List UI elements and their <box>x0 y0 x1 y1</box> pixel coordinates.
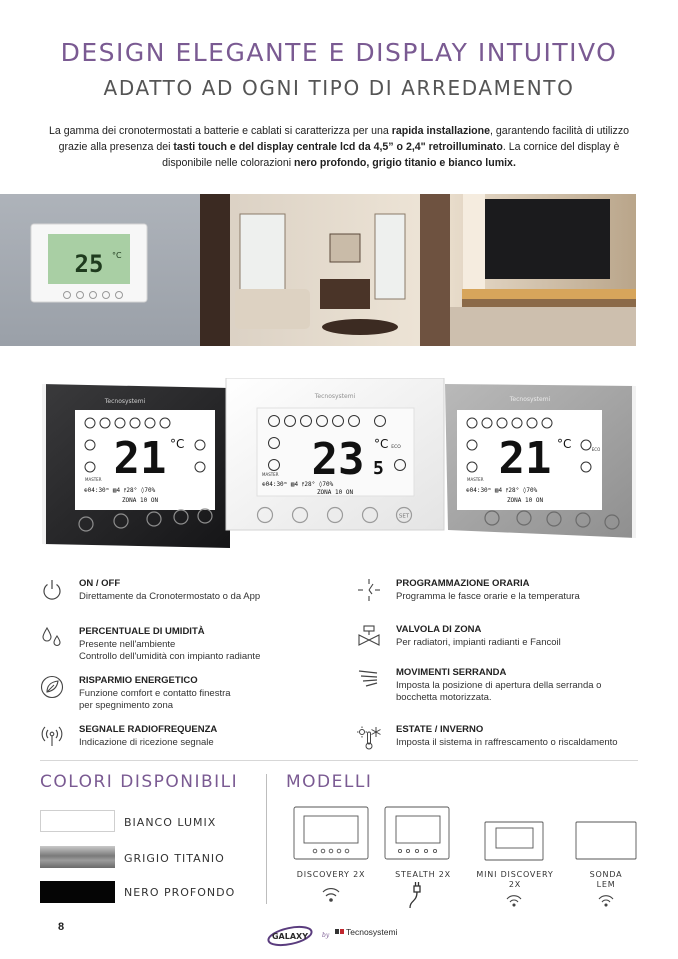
small-thermostat-temp: 25 <box>74 250 104 278</box>
colors-heading: COLORI DISPONIBILI <box>40 772 239 792</box>
feature-title: PERCENTUALE DI UMIDITÀ <box>79 626 205 637</box>
feature-desc <box>79 591 379 603</box>
wifi-icon-mini-discovery <box>507 896 521 906</box>
left-temp: 21 <box>113 433 167 484</box>
section-divider <box>40 760 638 761</box>
small-thermostat-unit: °C <box>112 251 122 260</box>
feature-desc-line: Direttamente da Cronotermostato o da App <box>79 591 261 602</box>
feature-desc-line: Imposta il sistema in raffrescamento o riscaldamento <box>396 737 618 748</box>
models-row <box>286 802 646 917</box>
thermostat-devices-illustration <box>30 378 650 548</box>
interior-photo-illustration <box>0 194 636 346</box>
plug-icon-stealth <box>410 882 420 908</box>
model-name: STEALTH 2X <box>395 870 451 879</box>
feature-desc <box>79 737 379 749</box>
model-name: SONDA <box>589 870 623 879</box>
zone-valve-icon <box>357 624 381 648</box>
feature-desc-line: Controllo dell'umidità con impianto radiante <box>79 651 261 662</box>
intro-text-2: , garantendo facilità di utilizzo grazie alla presenza dei <box>58 125 630 153</box>
feature-title: PROGRAMMAZIONE ORARIA <box>396 578 530 589</box>
thermostat-devices-row <box>30 378 650 548</box>
feature-desc-line: Indicazione di ricezione segnale <box>79 737 214 748</box>
page-number: 8 <box>58 921 65 933</box>
interior-photo-strip <box>0 194 636 346</box>
humidity-drops-icon <box>40 626 64 650</box>
brand-by: by <box>322 932 330 939</box>
brand-label-right: Tecnosystemi <box>509 396 551 403</box>
left-unit: °C <box>170 437 185 451</box>
model-sonda-lem <box>568 870 644 890</box>
page-title: DESIGN ELEGANTE E DISPLAY INTUITIVO <box>60 38 618 67</box>
feature-title: ESTATE / INVERNO <box>396 724 484 735</box>
thermostat-black <box>42 384 230 548</box>
model-discovery-2x <box>286 870 376 879</box>
brand-galaxy: GALAXY <box>271 932 309 941</box>
galaxy-logo-icon <box>265 919 405 947</box>
clock-schedule-icon <box>357 578 381 602</box>
feature-desc <box>396 591 678 603</box>
model-name-line2: LEM <box>596 880 616 889</box>
center-temp: 23 <box>311 434 365 485</box>
page-subtitle: ADATTO AD OGNI TIPO DI ARREDAMENTO <box>103 76 575 100</box>
damper-icon <box>357 667 381 691</box>
feature-desc <box>79 639 379 663</box>
right-temp: 21 <box>498 433 552 484</box>
swatch-nero-profondo <box>40 881 115 903</box>
thermostat-grey <box>445 384 636 538</box>
swatch-bianco-lumix <box>40 810 115 832</box>
center-eco: ECO <box>391 445 401 450</box>
brand-label-left: Tecnosystemi <box>104 398 146 405</box>
model-name-line2: 2X <box>508 880 522 889</box>
intro-text-3: . La cornice del display è disponibile nelle colorazioni <box>162 141 620 169</box>
feature-title: SEGNALE RADIOFREQUENZA <box>79 724 218 735</box>
center-line1: ⊕04:30ᵐ ▨4 ⫯28° ◊70% <box>262 481 334 488</box>
models-illustration <box>286 802 646 917</box>
center-set-button-label: SET <box>398 513 410 520</box>
feature-title: RISPARMIO ENERGETICO <box>79 675 198 686</box>
swatch-label-bianco-lumix: BIANCO LUMIX <box>124 816 217 829</box>
intro-text-1: La gamma dei cronotermostati a batterie e cablati si caratterizza per una <box>48 125 392 137</box>
radio-signal-icon <box>40 724 64 748</box>
model-name: DISCOVERY 2X <box>296 870 366 879</box>
center-decimal: 5 <box>373 458 384 479</box>
left-master: MASTER <box>85 477 102 482</box>
wifi-icon-discovery <box>323 889 339 902</box>
right-line2: ZONA 10 ON <box>506 497 544 504</box>
swatch-label-grigio-titanio: GRIGIO TITANIO <box>124 852 225 865</box>
feature-title: ON / OFF <box>79 578 121 589</box>
thermostat-white <box>226 378 444 530</box>
center-master: MASTER <box>262 472 279 477</box>
model-name: MINI DISCOVERY <box>476 870 554 879</box>
center-line2: ZONA 10 ON <box>316 489 354 496</box>
model-mini-discovery-2x <box>470 870 560 890</box>
left-line2: ZONA 10 ON <box>121 497 159 504</box>
model-stealth-2x <box>381 870 465 879</box>
right-master: MASTER <box>467 477 484 482</box>
center-unit: °C <box>374 437 389 451</box>
feature-desc <box>79 688 379 712</box>
feature-desc-line: Presente nell'ambiente <box>79 639 176 650</box>
feature-desc-line: per spegnimento zona <box>79 700 174 711</box>
feature-desc-line: Funzione comfort e contatto finestra <box>79 688 231 699</box>
intro-bold-1: rapida installazione <box>391 125 491 137</box>
swatch-grigio-titanio <box>40 846 115 868</box>
feature-desc-line: Per radiatori, impianti radianti e Fancoil <box>396 637 561 648</box>
models-heading: MODELLI <box>286 772 373 792</box>
brand-logo <box>265 919 405 947</box>
brand-tecnosystemi: Tecnosystemi <box>346 927 398 937</box>
feature-desc-line: Imposta la posizione di apertura della serranda o <box>396 680 602 691</box>
power-icon <box>40 578 64 602</box>
sun-snow-thermometer-icon <box>357 724 381 752</box>
feature-desc-line: bocchetta motorizzata. <box>396 692 492 703</box>
right-unit: °C <box>557 437 572 451</box>
wifi-icon-sonda <box>599 896 613 906</box>
intro-bold-2: tasti touch e del display centrale lcd da 4,5” o 2,4" retroilluminato <box>173 141 503 153</box>
left-line1: ⊕04:30ᵐ ▨4 ⫯28° ◊70% <box>84 487 156 494</box>
feature-title: VALVOLA DI ZONA <box>396 624 482 635</box>
feature-title: MOVIMENTI SERRANDA <box>396 667 507 678</box>
intro-paragraph <box>40 123 638 171</box>
leaf-icon <box>40 675 64 699</box>
right-eco: ECO <box>591 447 601 452</box>
swatch-label-nero-profondo: NERO PROFONDO <box>124 886 236 899</box>
right-line1: ⊕04:30ᵐ ▨4 ⫯28° ◊70% <box>466 487 538 494</box>
column-separator <box>266 774 267 904</box>
brand-label-center: Tecnosystemi <box>314 393 356 400</box>
feature-desc <box>396 737 678 749</box>
feature-desc-line: Programma le fasce orarie e la temperatura <box>396 591 580 602</box>
feature-desc <box>396 680 678 704</box>
feature-desc <box>396 637 678 649</box>
intro-bold-3: nero profondo, grigio titanio e bianco lumix. <box>294 157 516 169</box>
